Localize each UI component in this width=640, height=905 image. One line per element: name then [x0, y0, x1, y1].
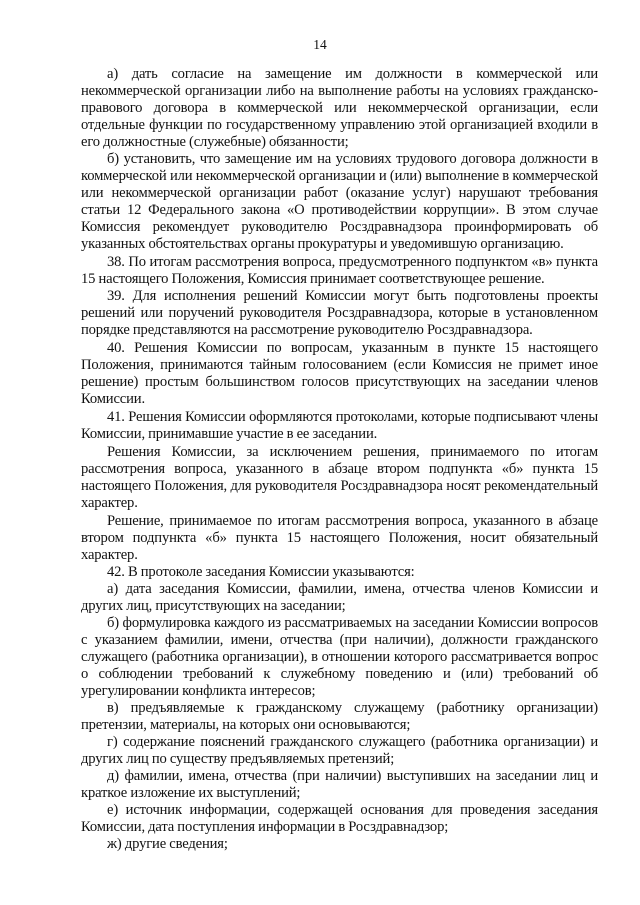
- paragraph-38: 38. По итогам рассмотрения вопроса, предусмотренного подпунктом «в» пункта 15 настоящего Положения, Комиссия принимает соответствующее решение.: [81, 254, 598, 287]
- paragraph-42g: г) содержание пояснений гражданского служащего (работника организации) и других лиц по существу предъявляемых претензий;: [81, 734, 598, 767]
- paragraph-42zh: ж) другие сведения;: [107, 836, 228, 852]
- page-number: 14: [313, 37, 327, 52]
- paragraph-42v: в) предъявляемые к гражданскому служащему (работнику организации) претензии, материалы, на которых они основываются;: [81, 700, 598, 733]
- paragraph-42e: е) источник информации, содержащей основания для проведения заседания Комиссии, дата поступления информации в Росздравнадзор;: [81, 802, 598, 835]
- paragraph-37b: б) установить, что замещение им на условиях трудового договора должности в коммерческой или некоммерческой организации и (или) выполнение в коммерческой или некоммерческой организации работ (оказание услуг) нарушают требования статьи 12 Федерального закона «О противодействии коррупции». В этом случае Комиссия рекомендует руководителю Росздравнадзора проинформировать об указанных обстоятельствах органы прокуратуры и уведомившую организацию.: [81, 151, 598, 252]
- document-body: [81, 66, 598, 853]
- paragraph-42: 42. В протоколе заседания Комиссии указываются:: [107, 564, 415, 580]
- paragraph-41-second: Решения Комиссии, за исключением решения, принимаемого по итогам рассмотрения вопроса, указанного в абзаце втором подпункта «б» пункта 15 настоящего Положения, для руководителя Росздравнадзора носят рекомендательный характер.: [81, 444, 598, 511]
- paragraph-41-third: Решение, принимаемое по итогам рассмотрения вопроса, указанного в абзаце втором подпункта «б» пункта 15 настоящего Положения, носит обязательный характер.: [81, 513, 598, 563]
- paragraph-42a: а) дата заседания Комиссии, фамилии, имена, отчества членов Комиссии и других лиц, присутствующих на заседании;: [81, 581, 598, 614]
- paragraph-37a: а) дать согласие на замещение им должности в коммерческой или некоммерческой организации либо на выполнение работы на условиях гражданско-правового договора в коммерческой или некоммерческой организации, если отдельные функции по государственному управлению этой организацией входили в его должностные (служебные) обязанности;: [81, 66, 598, 150]
- paragraph-39: 39. Для исполнения решений Комиссии могут быть подготовлены проекты решений или поручений руководителя Росздравнадзора, которые в установленном порядке представляются на рассмотрение руководителю Росздравнадзора.: [81, 288, 598, 338]
- paragraph-42d: д) фамилии, имена, отчества (при наличии) выступивших на заседании лиц и краткое изложение их выступлений;: [81, 768, 598, 801]
- paragraph-42b: б) формулировка каждого из рассматриваемых на заседании Комиссии вопросов с указанием фамилии, имени, отчества (при наличии), должности гражданского служащего (работника организации), в отношении которого рассматривается вопрос о соблюдении требований к служебному поведению и (или) требований об урегулировании конфликта интересов;: [81, 615, 598, 699]
- paragraph-40: 40. Решения Комиссии по вопросам, указанным в пункте 15 настоящего Положения, принимаются тайным голосованием (если Комиссия не примет иное решение) простым большинством голосов присутствующих на заседании членов Комиссии.: [81, 340, 598, 407]
- paragraph-41: 41. Решения Комиссии оформляются протоколами, которые подписывают члены Комиссии, принимавшие участие в ее заседании.: [81, 409, 598, 442]
